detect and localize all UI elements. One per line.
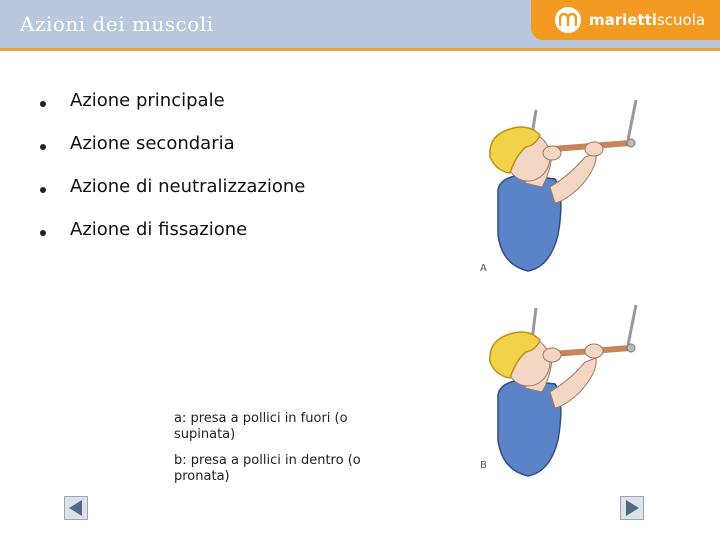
previous-slide-button[interactable]: [64, 496, 88, 520]
arrow-left-icon: [65, 497, 87, 519]
caption-a: a: presa a pollici in fuori (o supinata): [174, 411, 348, 442]
bullet-list: [40, 90, 305, 262]
caption-b: b: presa a pollici in dentro (o pronata): [174, 453, 361, 484]
slide-title: Azioni dei muscoli: [20, 12, 214, 36]
figure-b-pull-up: [470, 300, 650, 485]
bullet-icon: [40, 144, 46, 150]
bullet-item: Azione di fissazione: [40, 219, 305, 262]
bullet-icon: [40, 101, 46, 107]
bullet-item: Azione secondaria: [40, 133, 305, 176]
bullet-icon: [40, 187, 46, 193]
figure-b-label: B: [480, 460, 487, 471]
arrow-right-icon: [621, 497, 643, 519]
bullet-item: Azione di neutralizzazione: [40, 176, 305, 219]
bullet-icon: [40, 230, 46, 236]
figure-a-label: A: [480, 263, 487, 274]
marietti-logo: [531, 0, 720, 40]
next-slide-button[interactable]: [620, 496, 644, 520]
figure-a-chin-up: [470, 95, 650, 280]
logo-icon: [555, 7, 581, 33]
bullet-item: Azione principale: [40, 90, 305, 133]
logo-text: mariettiscuola: [589, 11, 706, 29]
slide-header: [0, 0, 720, 51]
figure-captions: [174, 411, 389, 495]
